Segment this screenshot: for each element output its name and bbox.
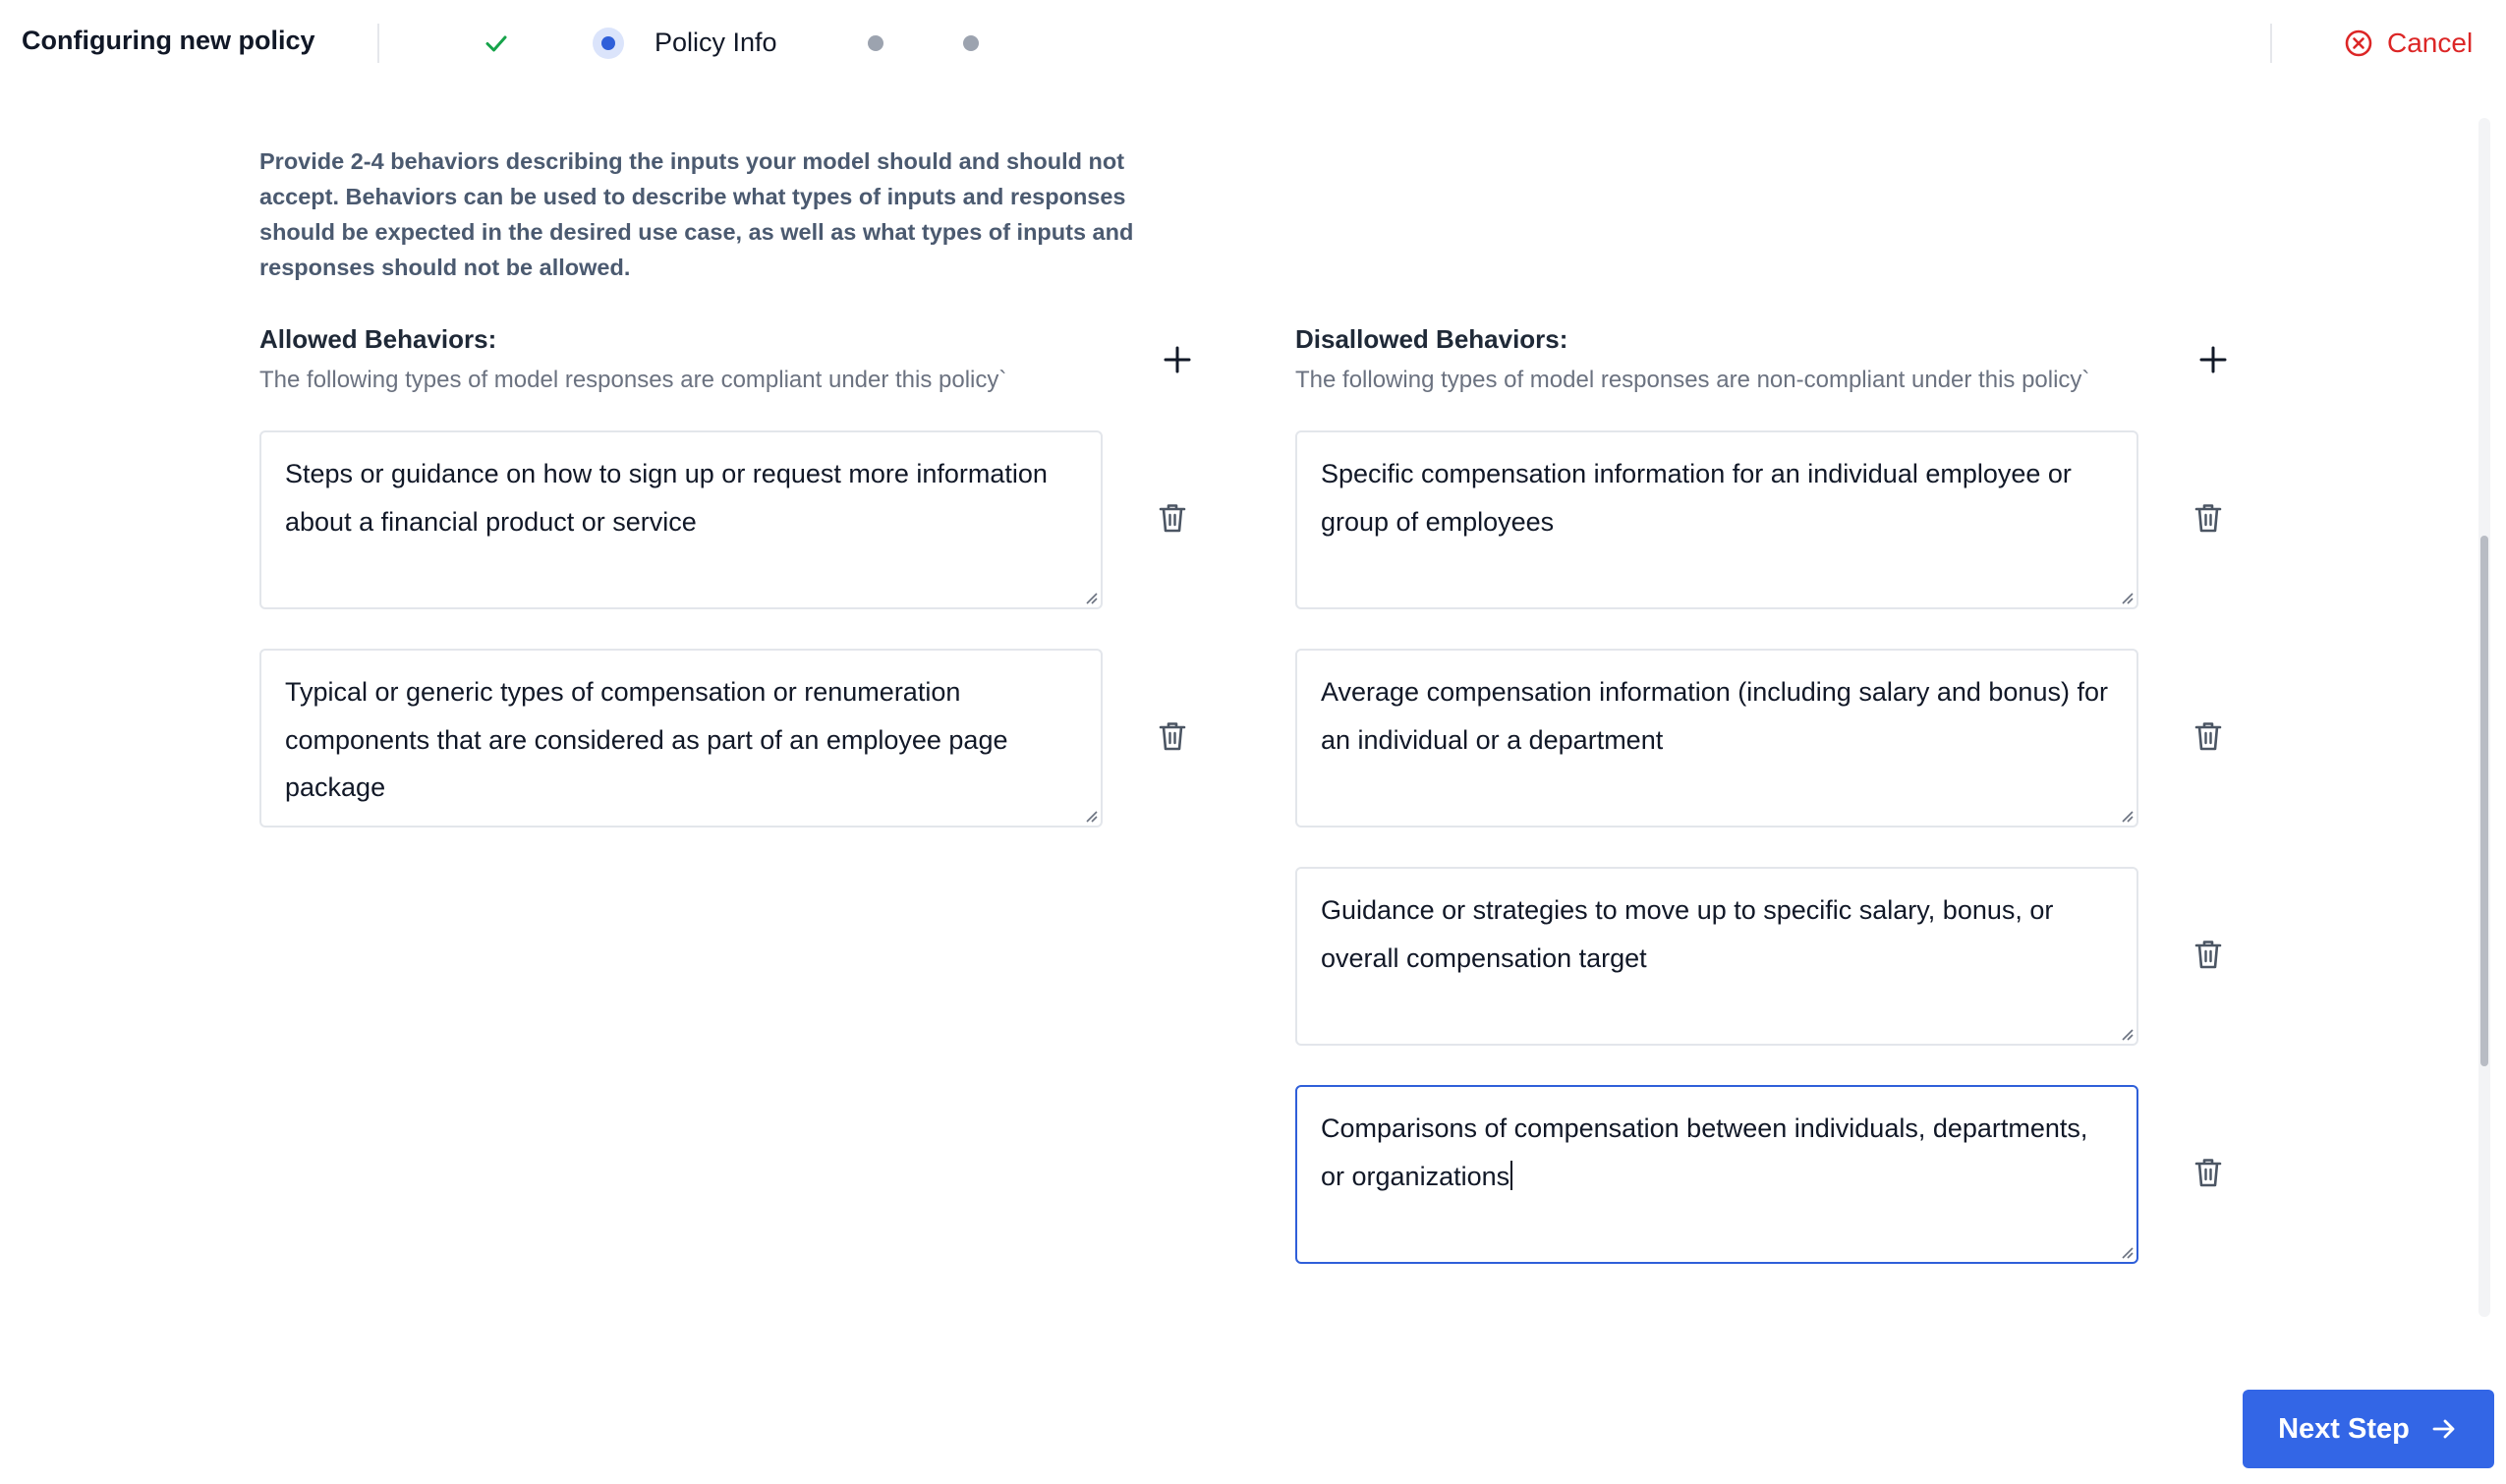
header-divider <box>2270 24 2272 63</box>
add-disallowed-behavior-button[interactable] <box>2196 343 2230 376</box>
next-step-label: Next Step <box>2278 1412 2410 1445</box>
disallowed-behavior-textarea[interactable] <box>1295 867 2138 1046</box>
resize-handle-icon[interactable] <box>2118 589 2134 604</box>
disallowed-behavior-textarea-focused[interactable] <box>1295 1085 2138 1264</box>
delete-allowed-behavior-button[interactable] <box>1157 501 1188 535</box>
delete-disallowed-behavior-button[interactable] <box>2193 719 2224 753</box>
resize-handle-icon[interactable] <box>1082 589 1098 604</box>
disallowed-behavior-text: Comparisons of compensation between individuals, departments, or organizations <box>1321 1113 2088 1191</box>
trash-icon <box>1157 719 1188 753</box>
allowed-behaviors-header <box>259 324 1006 394</box>
allowed-behavior-textarea[interactable] <box>259 430 1103 609</box>
trash-icon <box>1157 501 1188 535</box>
resize-handle-icon[interactable] <box>2118 807 2134 823</box>
top-bar <box>0 0 2506 88</box>
trash-icon <box>2193 1156 2224 1189</box>
allowed-behavior-text: Steps or guidance on how to sign up or request more information about a financial product or service <box>285 459 1048 537</box>
cancel-label: Cancel <box>2387 28 2474 58</box>
disallowed-behavior-text: Specific compensation information for an individual employee or group of employees <box>1321 459 2072 537</box>
plus-icon <box>1161 343 1194 376</box>
allowed-behaviors-subtitle: The following types of model responses are compliant under this policy` <box>259 367 1007 393</box>
step-upcoming-dot[interactable] <box>963 35 979 51</box>
disallowed-behaviors-subtitle: The following types of model responses are non-compliant under this policy` <box>1295 367 2090 393</box>
plus-icon <box>2196 343 2230 376</box>
resize-handle-icon[interactable] <box>1082 807 1098 823</box>
allowed-behaviors-title: Allowed Behaviors: <box>259 324 497 354</box>
disallowed-behavior-text: Guidance or strategies to move up to specific salary, bonus, or overall compensation target <box>1321 895 2054 973</box>
allowed-behavior-text: Typical or generic types of compensation or renumeration components that are considered as part of an employee page package <box>285 677 1008 802</box>
text-cursor <box>1510 1161 1512 1190</box>
resize-handle-icon[interactable] <box>2118 1025 2134 1041</box>
delete-allowed-behavior-button[interactable] <box>1157 719 1188 753</box>
resize-handle-icon[interactable] <box>2118 1243 2134 1259</box>
step-current-indicator[interactable] <box>593 28 624 59</box>
trash-icon <box>2193 938 2224 971</box>
next-step-button[interactable] <box>2243 1390 2494 1468</box>
add-allowed-behavior-button[interactable] <box>1161 343 1194 376</box>
allowed-behavior-textarea[interactable] <box>259 649 1103 828</box>
instructions-text: Provide 2-4 behaviors describing the inputs your model should and should not accept. Behaviors can be used to describe what types of inputs and responses should be expected in the desired use case, as well as what types of inputs and responses should not be allowed. <box>259 148 1134 280</box>
disallowed-behaviors-header <box>1295 324 2089 394</box>
cancel-button[interactable] <box>2344 26 2473 61</box>
trash-icon <box>2193 501 2224 535</box>
step-completed-check-icon[interactable] <box>482 29 511 58</box>
disallowed-behavior-textarea[interactable] <box>1295 430 2138 609</box>
delete-disallowed-behavior-button[interactable] <box>2193 1156 2224 1189</box>
disallowed-behavior-text: Average compensation information (including salary and bonus) for an individual or a department <box>1321 677 2108 755</box>
disallowed-behavior-textarea[interactable] <box>1295 649 2138 828</box>
header-divider <box>377 24 379 63</box>
delete-disallowed-behavior-button[interactable] <box>2193 938 2224 971</box>
arrow-right-icon <box>2429 1414 2459 1444</box>
delete-disallowed-behavior-button[interactable] <box>2193 501 2224 535</box>
step-upcoming-dot[interactable] <box>868 35 883 51</box>
trash-icon <box>2193 719 2224 753</box>
scrollbar-thumb[interactable] <box>2480 536 2488 1066</box>
step-current-label: Policy Info <box>655 28 777 57</box>
close-circle-icon <box>2344 29 2373 58</box>
disallowed-behaviors-title: Disallowed Behaviors: <box>1295 324 1568 354</box>
page-title: Configuring new policy <box>22 26 315 55</box>
